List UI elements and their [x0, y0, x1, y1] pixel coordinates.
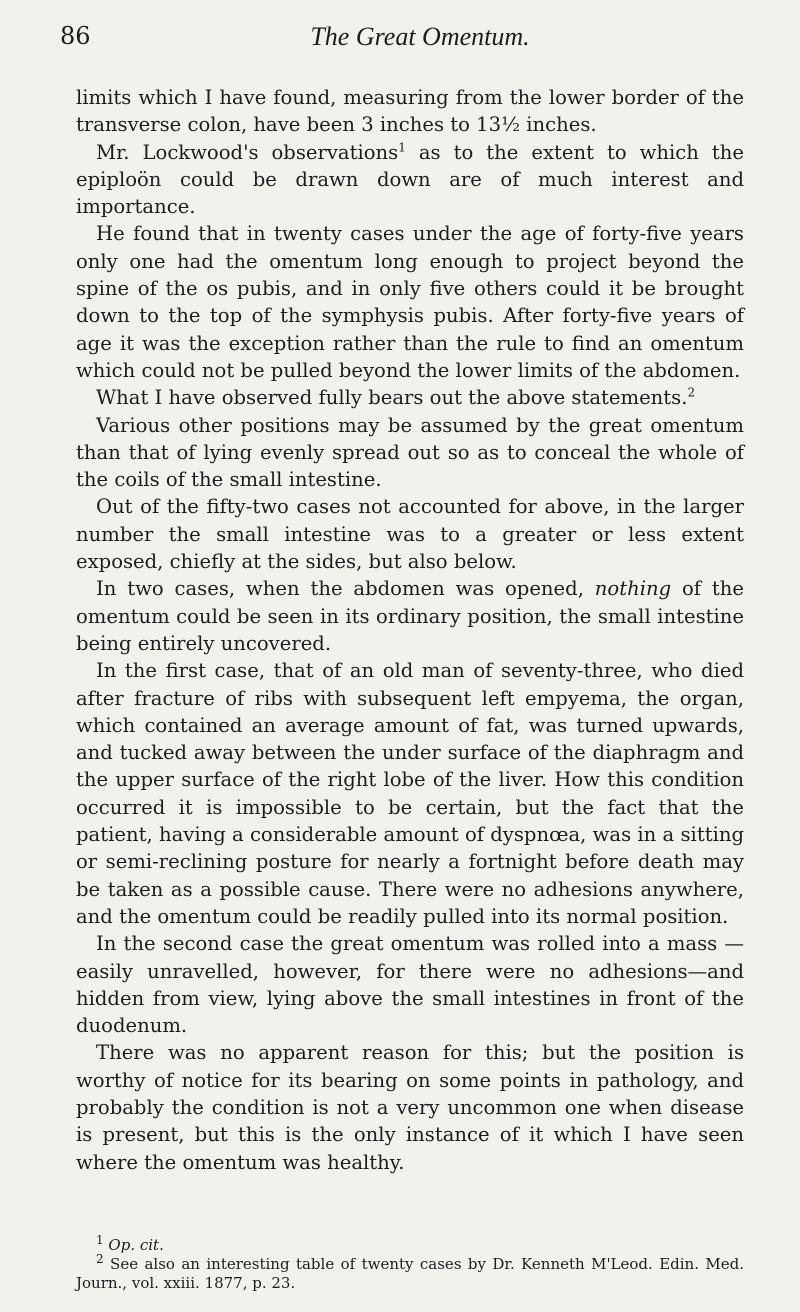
emphasis-nothing: nothing — [594, 577, 672, 601]
footnote-2 — [76, 1252, 744, 1293]
footnote-2-number: 2 — [96, 1252, 104, 1266]
paragraph-3: He found that in twenty cases under the age of forty-five years only one had the omentum long enough to project beyond the spine of the os pubis, and in only five others could it be brought down to the top of the symphysis pubis. After forty-five years of age it was the exception rather than the rule to find an omentum which could not be pulled beyond the lower limits of the abdomen. — [76, 222, 744, 382]
paragraph-7 — [76, 575, 744, 657]
footnote-ref-1: 1 — [398, 140, 406, 155]
paragraph-2 — [76, 139, 744, 221]
paragraph-9: In the second case the great omentum was rolled into a mass —easily unravelled, however, for there were no adhesions—and hidden from view, lying above the small intestines in front of the duodenum. — [76, 932, 744, 1038]
footnote-1 — [76, 1233, 744, 1255]
footnote-1-text: Op. cit. — [108, 1236, 164, 1254]
paragraph-4-text: What I have observed fully bears out the above statements. — [96, 386, 688, 410]
paragraph-6: Out of the fifty-two cases not accounted for above, in the larger number the small intestine was to a greater or less extent exposed, chiefly at the sides, but also below. — [76, 495, 744, 574]
paragraph-4 — [76, 384, 744, 411]
running-title: The Great Omentum. — [310, 22, 530, 51]
paragraph-7-rest: of the omentum could be seen in its ordinary position, the small intestine being entirely uncovered. — [76, 577, 745, 655]
paragraph-2-rest: as to the extent to which the epiploön could be drawn down are of much interest and importance. — [76, 140, 744, 219]
page-number: 86 — [60, 22, 91, 50]
paragraph-8: In the first case, that of an old man of seventy-three, who died after fracture of ribs with subsequent left empyema, the organ, which contained an average amount of fat, was turned upwards, and tucked away between the under surface of the diaphragm and the upper surface of the right lobe of the liver. How this condition occurred it is impossible to be certain, but the fact that the patient, having a considerable amount of dyspnœa, was in a sitting or semi-reclining posture for nearly a fortnight before death may be taken as a possible cause. There were no adhesions anywhere, and the omentum could be readily pulled into its normal position. — [76, 659, 744, 928]
paragraph-7-start: In two cases, when the abdomen was opened, — [96, 577, 595, 601]
paragraph-1: limits which I have found, measuring from the lower border of the transverse colon, have been 3 inches to 13½ inches. — [76, 86, 744, 137]
footnote-ref-2: 2 — [687, 385, 696, 400]
paragraph-2-start: Mr. Lockwood's observations — [96, 140, 399, 164]
footnote-2-text: See also an interesting table of twenty cases by Dr. Kenneth M'Leod. Edin. Med. Journ., vol. xxiii. 1877, p. 23. — [76, 1255, 744, 1292]
paragraph-5: Various other positions may be assumed by the great omentum than that of lying evenly spread out so as to conceal the whole of the coils of the small intestine. — [76, 413, 744, 492]
body-text — [76, 84, 744, 1176]
footnotes — [76, 1233, 744, 1293]
footnote-1-number: 1 — [96, 1233, 104, 1247]
page-header — [60, 22, 780, 62]
paragraph-10: There was no apparent reason for this; but the position is worthy of notice for its bearing on some points in pathology, and probably the condition is not a very uncommon one when disease is present, but this is the only instance of it which I have seen where the omentum was healthy. — [76, 1041, 744, 1174]
